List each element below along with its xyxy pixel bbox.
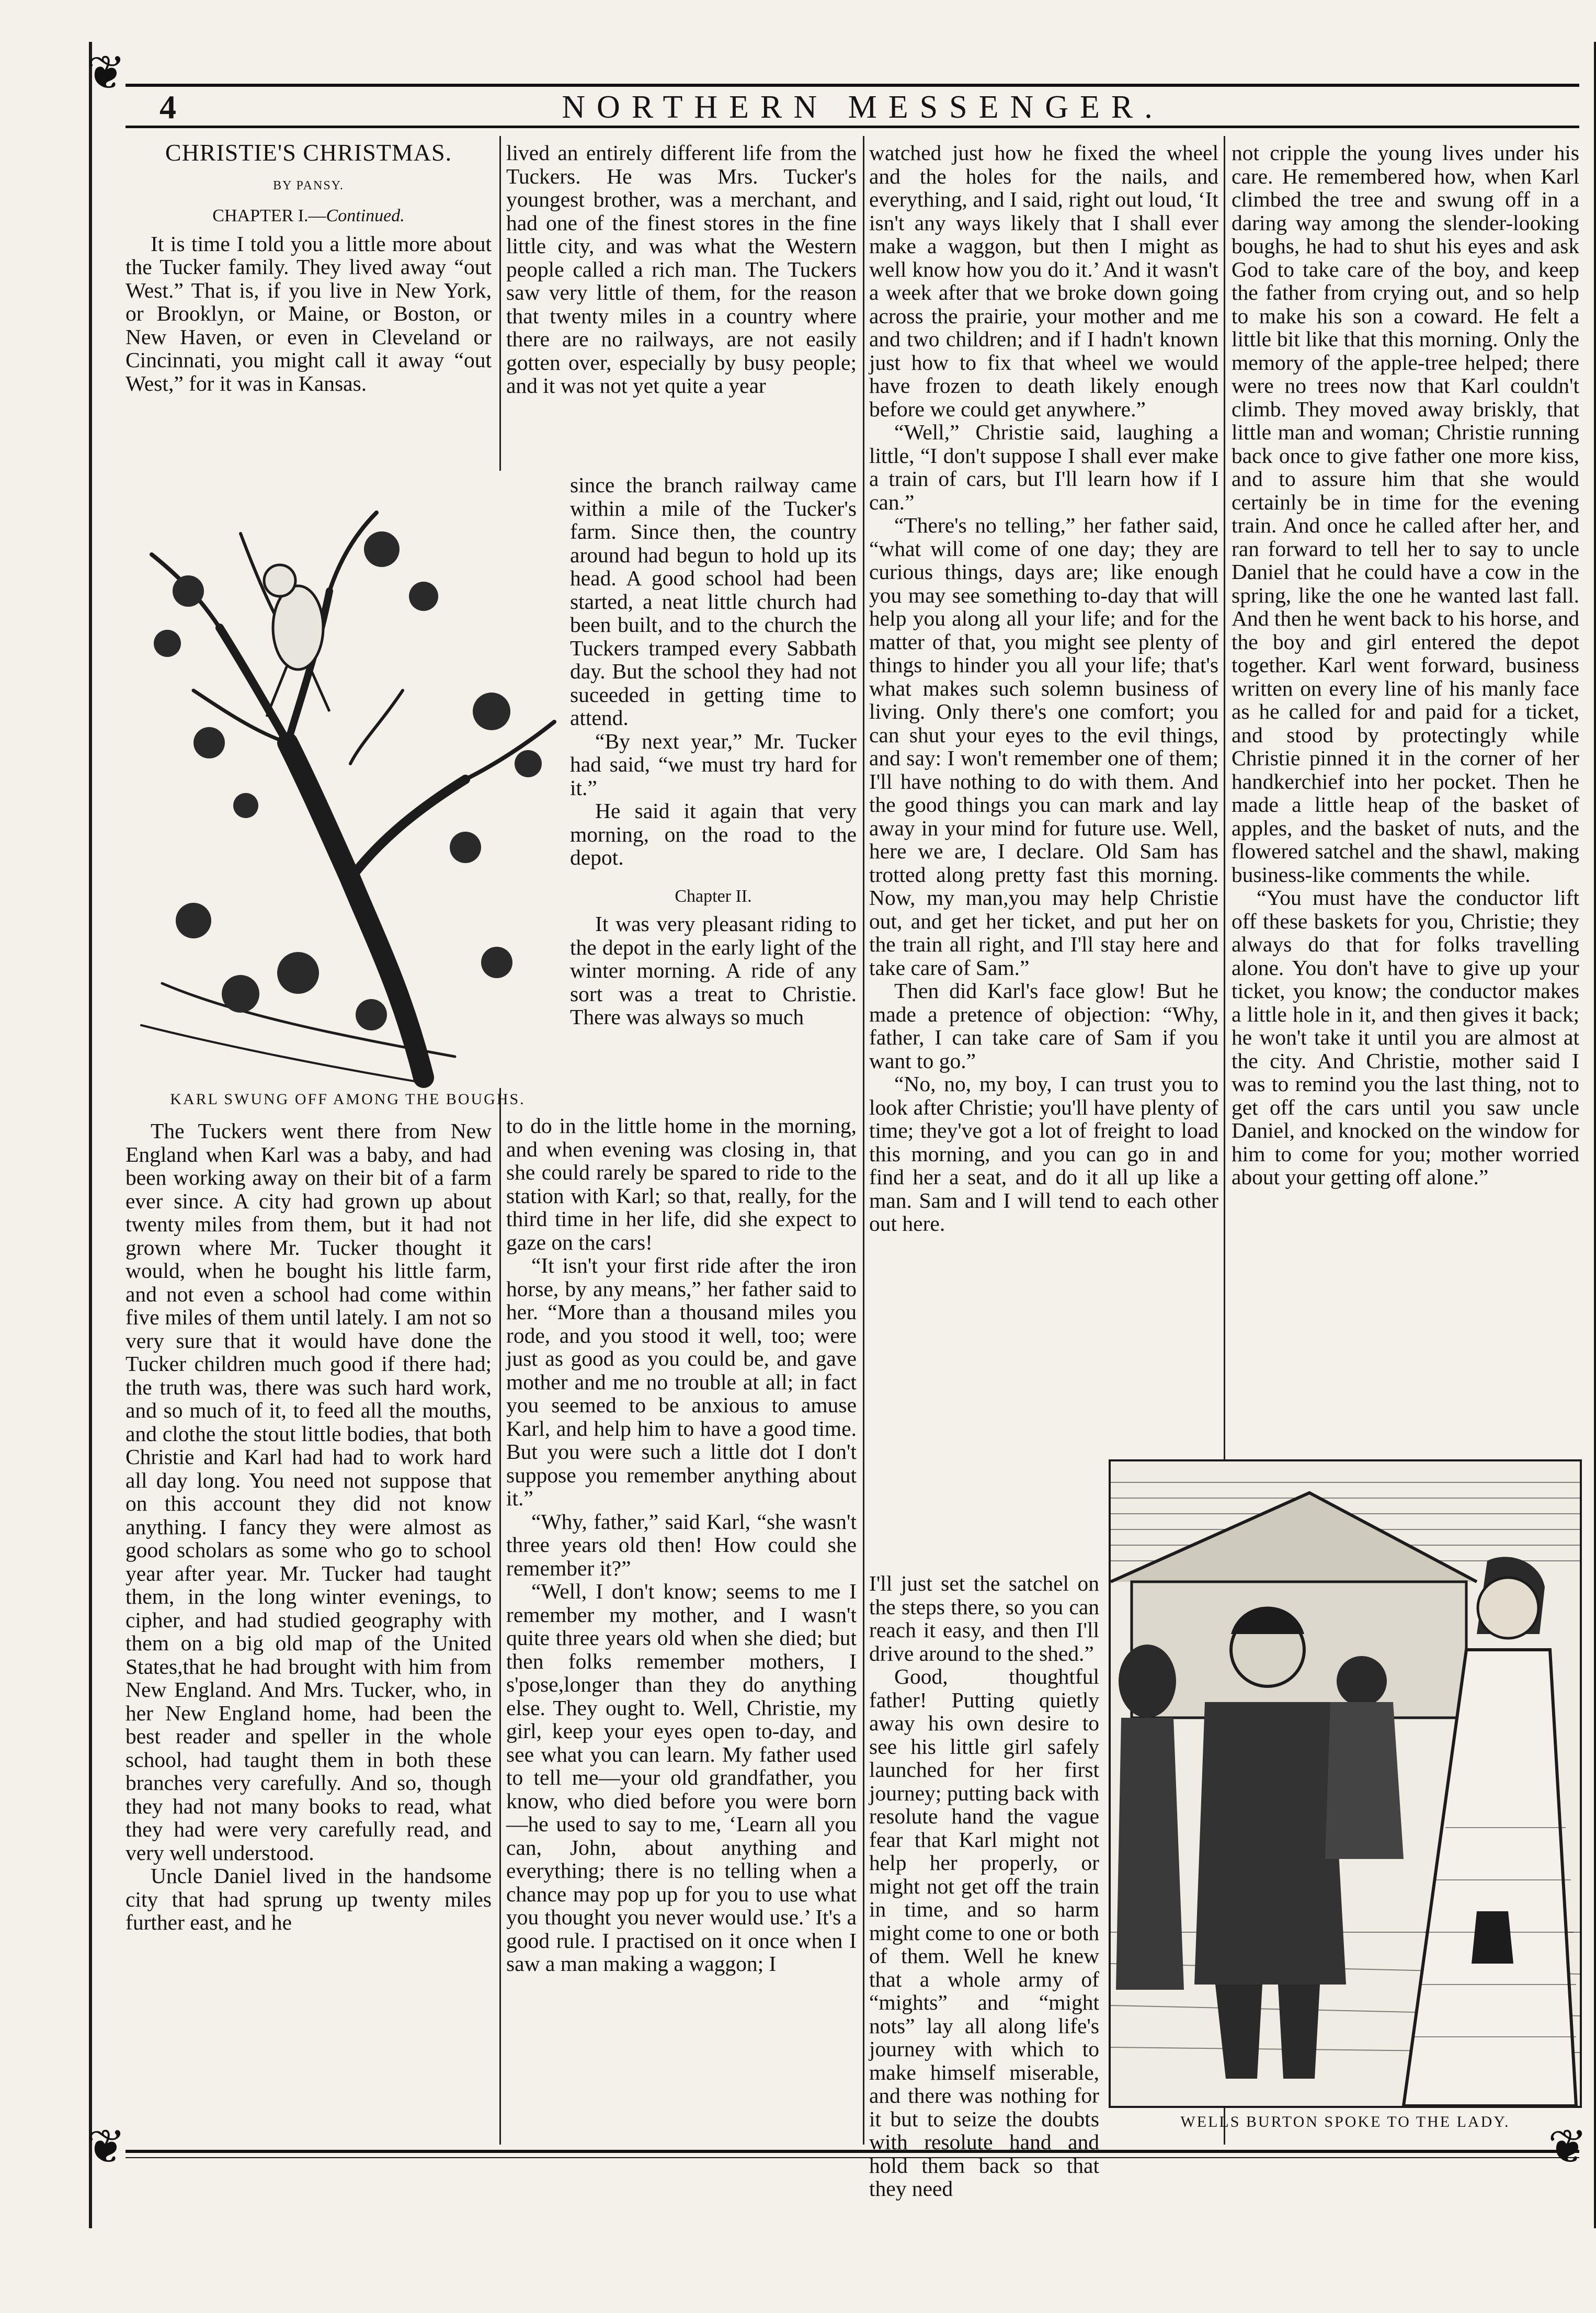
column-1-top [126,141,492,466]
paragraph: lived an entirely different life from the Tuckers. He was Mrs. Tucker's youngest brother, was a merchant, and had one of the finest stores in the fine little city, and was what the Western people called a rich man. The Tuckers saw very little of them, for the reason that twenty miles in a country where there are no railways, are not easily gotten over, especially by busy people; and it was not yet quite a year [506,141,857,398]
column-4 [1232,141,1579,1449]
paragraph: It is time I told you a little more about the Tucker family. They lived away “out West.” That is, if you live in New York, or Brooklyn, or Maine, or Boston, or New Haven, or even in Cleveland or Cincinnati, you might call it away “out West,” for it was in Kansas. [126,231,492,395]
paragraph: watched just how he fixed the wheel and the holes for the nails, and everything, and I said, right out loud, ‘It isn't any ways likely that I shall ever make a waggon, but then I might as well know how you do it.’ And it wasn't a week after that we broke down going across the prairie, your mother and me and two children; and if I hadn't known just how to fix that wheel we would have frozen to death likely enough before we could get anywhere.” [869,141,1218,421]
paragraph: since the branch railway came within a mile of the Tucker's farm. Since then, the country around had begun to hold up its head. A good school had been started, a neat little church had been built, and to the church the Tuckers tramped every Sabbath day. But the school they had not suceeded in getting time to attend. [570,473,857,730]
paragraph: to do in the little home in the morning, and when evening was closing in, that she could rarely be spared to ride to the station with Karl; so that, really, for the third time in her life, did she expect to gaze on the cars! [506,1114,857,1254]
footer-thin-rule [126,2157,1579,2158]
paragraph: He said it again that very morning, on the road to the depot. [570,799,857,869]
page-number: 4 [159,88,176,126]
paragraph: “Well, I don't know; seems to me I remember my mother, and I wasn't quite three years old when she died; but then folks remember mothers, I s'pose,longer than they do anything else. They ought to. Well, Christie, my girl, keep your eyes open to-day, and see what you can learn. My father used to tell me—your old grandfather, you know, who died before you were born—he used to say to me, ‘Learn all you can, John, about anything and everything; there is no telling when a chance may pop up for you to use what you thought you never would use.’ It's a good rule. I practised on it once when I saw a man making a waggon; I [506,1579,857,1976]
paragraph: “Well,” Christie said, laughing a little, “I don't suppose I shall ever make a train of cars, but I'll learn how if I can.” [869,420,1218,514]
column-2-wrap [570,473,857,1088]
paragraph: “There's no telling,” her father said, “what will come of one day; they are curious things, days are; like enough you may see something to-day that will help you along all your life; and for the matter of that, you might see plenty of things to hinder you all your life; that's what makes such solemn business of living. Only there's one comfort; you can shut your eyes to the evil things, and say: I won't remember one of them; I'll have nothing to do with them. And the good things you can mark and lay away in your mind for future use. Well, here we are, I declare. Old Sam has trotted along pretty fast this morning. Now, my man,you may help Christie out, and get her ticket, and put her on the train all right, and I'll stay here and take care of Sam.” [869,513,1218,980]
paragraph: I'll just set the satchel on the steps there, so you can reach it easy, and then I'll drive around to the shed.” [869,1571,1099,1665]
tree-illustration-caption: KARL SWUNG OFF AMONG THE BOUGHS. [170,1091,526,1108]
header-top-rule [126,84,1579,87]
column-2-top [506,141,857,476]
column-divider-1 [499,136,501,2145]
paragraph: The Tuckers went there from New England when Karl was a baby, and had been working away on their bit of a farm ever since. A city had grown up about twenty miles from them, but it had not grown where Mr. Tucker thought it would, when he bought his little farm, and not even a school had come within five miles of them until lately. I am not so very sure that it would have done the Tucker children much good if there had; the truth was, there was such hard work, and so much of it, to feed all the mouths, and clothe the stout little bodies, that both Christie and Karl had had to work hard all day long. You need not suppose that on this account they did not know anything. I fancy they were almost as good scholars as some who go to school year after year. Mr. Tucker had taught them, in the long winter evenings, to cipher, and had studied geography with them on a big old map of the United States,that he had brought with him from New England. And Mrs. Tucker, who, in her New England home, had been the best reader and speller in the whole school, had taught them in both these branches very carefully. And so, though they had not many books to read, what they had were very carefully read, and very well understood. [126,1119,492,1865]
paragraph: Uncle Daniel lived in the handsome city that had sprung up twenty miles further east, and he [126,1864,492,1934]
footer-rule [126,2150,1579,2153]
paragraph: “By next year,” Mr. Tucker had said, “we must try hard for it.” [570,729,857,800]
paragraph: Good, thoughtful father! Putting quietly away his own desire to see his little girl safely launched for her first journey; putting back with resolute hand the vague fear that Karl might not help her properly, or might not get off the train in time, and so harm might come to one or both of them. Well he knew that a whole army of “mights” and “might nots” lay all along life's journey with which to make himself miserable, and there was nothing for it but to seize the doubts with resolute hand and hold them back so that they need [869,1664,1099,2201]
column-1-bottom [126,1119,492,2145]
column-divider-2 [863,136,864,2145]
paragraph: “You must have the conductor lift off these baskets for you, Christie; they always do that for folks travelling alone. You don't have to give up your ticket, you know; the conductor makes a little hole in it, and then gives it back; he won't take it until you are almost at the city. And Christie, mother said I was to remind you the last thing, not to get off the cars until you saw uncle Daniel, and knocked on the window for him to come for you; mother worried about your getting off alone.” [1232,886,1579,1189]
story-title: CHRISTIE'S CHRISTMAS. [165,139,452,166]
paragraph: not cripple the young lives under his care. He remembered how, when Karl climbed the tree and swung off in a daring way among the slender-looking boughs, he had to shut his eyes and ask God to take care of the boy, and keep the father from crying out, and so help to make his son a coward. He felt a little bit like that this morning. Only the memory of the apple-tree helped; there were no trees now that Karl couldn't climb. They moved away briskly, that little man and woman; Christie running back once to give father one more kiss, and to assure him that she would certainly be in time for the evening train. And once he called after her, and ran forward to tell her to say to uncle Daniel that he could have a cow in the spring, like the one he wanted last fall. And then he went back to his horse, and the boy and girl entered the depot together. Karl went forward, business written on every line of his manly face as he called for and paid for a ticket, and stood by protectingly while Christie pinned it in the corner of her handkerchief into her pocket. Then he made a little heap of the basket of apples, and the basket of nuts, and the flowered satchel and the shawl, making business-like comments the while. [1232,141,1579,887]
chapter-1-label: CHAPTER I.— [212,206,326,225]
column-3-top [869,141,1218,1569]
story-byline: BY PANSY. [273,178,344,192]
tree-illustration [131,471,565,1088]
chapter-1-heading [126,205,492,228]
station-illustration-caption: WELLS BURTON SPOKE TO THE LADY. [1180,2113,1510,2130]
column-2-bottom [506,1114,857,2145]
paragraph: “It isn't your first ride after the iron horse, by any means,” her father said to her. “More than a thousand miles you rode, and you stood it well, too; were just as good as you could be, and gave mother and me no trouble at all; in fact you seemed to be anxious to amuse Karl, and help him to have a good time. But you were such a little dot I don't suppose you remember anything about it.” [506,1253,857,1510]
station-illustration [1109,1459,1582,2108]
chapter-1-continued: Continued. [326,206,405,225]
corner-ornament-top-left: ❦ [86,46,126,100]
masthead-title: NORTHERN MESSENGER. [562,89,1164,125]
station-engraving-image [1111,1461,1580,2106]
paragraph: It was very pleasant riding to the depot in the early light of the winter morning. A ride of any sort was a treat to Christie. There was always so much [570,912,857,1029]
paragraph: “Why, father,” said Karl, “she wasn't three years old then! How could she remember it?” [506,1509,857,1580]
paragraph: Then did Karl's face glow! But he made a pretence of objection: “Why, father, I can take care of Sam if you want to go.” [869,979,1218,1073]
column-3-narrow [869,1571,1099,2201]
tree-engraving-image [131,471,565,1088]
paragraph: “No, no, my boy, I can trust you to look after Christie; you'll have plenty of time; they've got a lot of freight to load this morning, and you can go in and find her a seat, and do it all up like a man. Sam and I will tend to each other out here. [869,1072,1218,1235]
corner-ornament-bottom-right: ❦ [1548,2119,1588,2174]
corner-ornament-bottom-left: ❦ [86,2119,126,2174]
chapter-2-heading: Chapter II. [675,886,752,906]
